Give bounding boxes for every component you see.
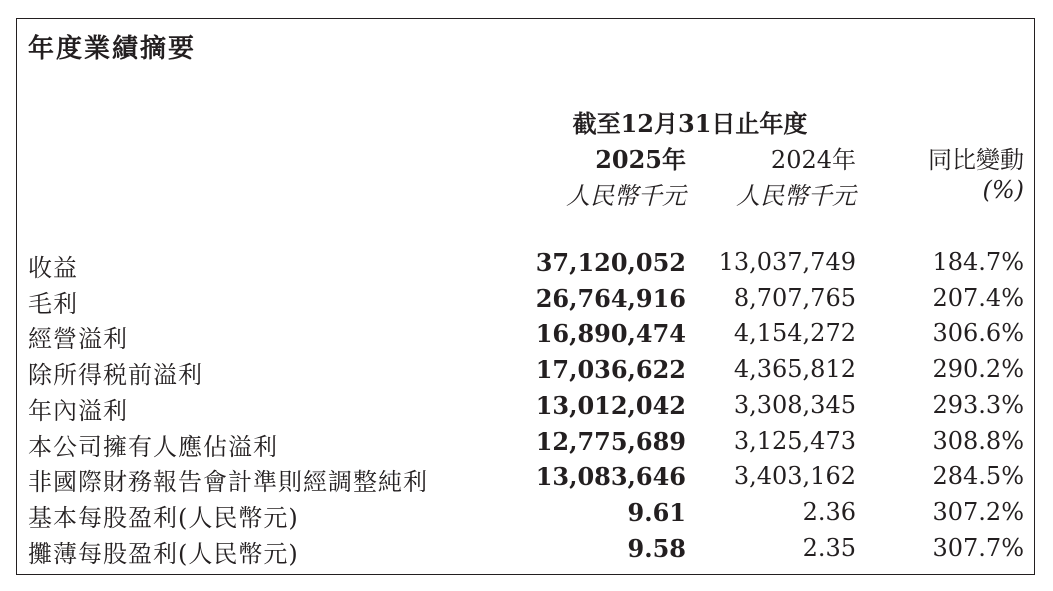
cell-change: 308.8%	[932, 427, 1024, 455]
cell-change: 184.7%	[932, 248, 1024, 276]
unit-change: (%)	[982, 176, 1024, 204]
col-header-2024: 2024年	[770, 146, 856, 174]
cell-change: 207.4%	[932, 284, 1024, 312]
cell-2025: 9.58	[627, 534, 686, 563]
row-label: 非國際財務報告會計準則經調整純利	[28, 468, 428, 496]
cell-2024: 8,707,765	[733, 284, 856, 312]
cell-2024: 2.35	[802, 534, 856, 562]
col-header-2025: 2025年	[595, 145, 686, 174]
unit-2024: 人民幣千元	[736, 182, 856, 210]
cell-2025: 16,890,474	[535, 319, 686, 348]
cell-change: 307.7%	[932, 534, 1024, 562]
cell-change: 307.2%	[932, 498, 1024, 526]
col-header-change: 同比變動	[928, 146, 1024, 174]
cell-2025: 26,764,916	[535, 284, 686, 313]
cell-2025: 12,775,689	[535, 427, 686, 456]
row-label: 經營溢利	[28, 325, 128, 353]
cell-change: 290.2%	[932, 355, 1024, 383]
row-label: 收益	[28, 254, 78, 282]
cell-2024: 3,125,473	[733, 427, 856, 455]
row-label: 本公司擁有人應佔溢利	[28, 433, 278, 461]
cell-2024: 3,308,345	[733, 391, 856, 419]
cell-2024: 4,365,812	[733, 355, 856, 383]
unit-2025: 人民幣千元	[566, 182, 686, 210]
cell-2024: 4,154,272	[733, 319, 856, 347]
row-label: 攤薄每股盈利(人民幣元)	[28, 540, 299, 568]
cell-change: 306.6%	[932, 319, 1024, 347]
row-label: 基本每股盈利(人民幣元)	[28, 504, 299, 532]
cell-change: 293.3%	[932, 391, 1024, 419]
row-label: 年內溢利	[28, 397, 128, 425]
cell-2025: 13,083,646	[535, 462, 686, 491]
row-label: 毛利	[28, 290, 78, 318]
cell-2024: 3,403,162	[733, 462, 856, 490]
row-label: 除所得税前溢利	[28, 361, 203, 389]
cell-change: 284.5%	[932, 462, 1024, 490]
cell-2024: 13,037,749	[718, 248, 856, 276]
cell-2025: 9.61	[627, 498, 686, 527]
period-header: 截至12月31日止年度	[572, 109, 808, 138]
cell-2025: 17,036,622	[535, 355, 686, 384]
section-title: 年度業績摘要	[28, 34, 197, 64]
cell-2025: 37,120,052	[535, 248, 686, 277]
cell-2024: 2.36	[802, 498, 856, 526]
cell-2025: 13,012,042	[535, 391, 686, 420]
